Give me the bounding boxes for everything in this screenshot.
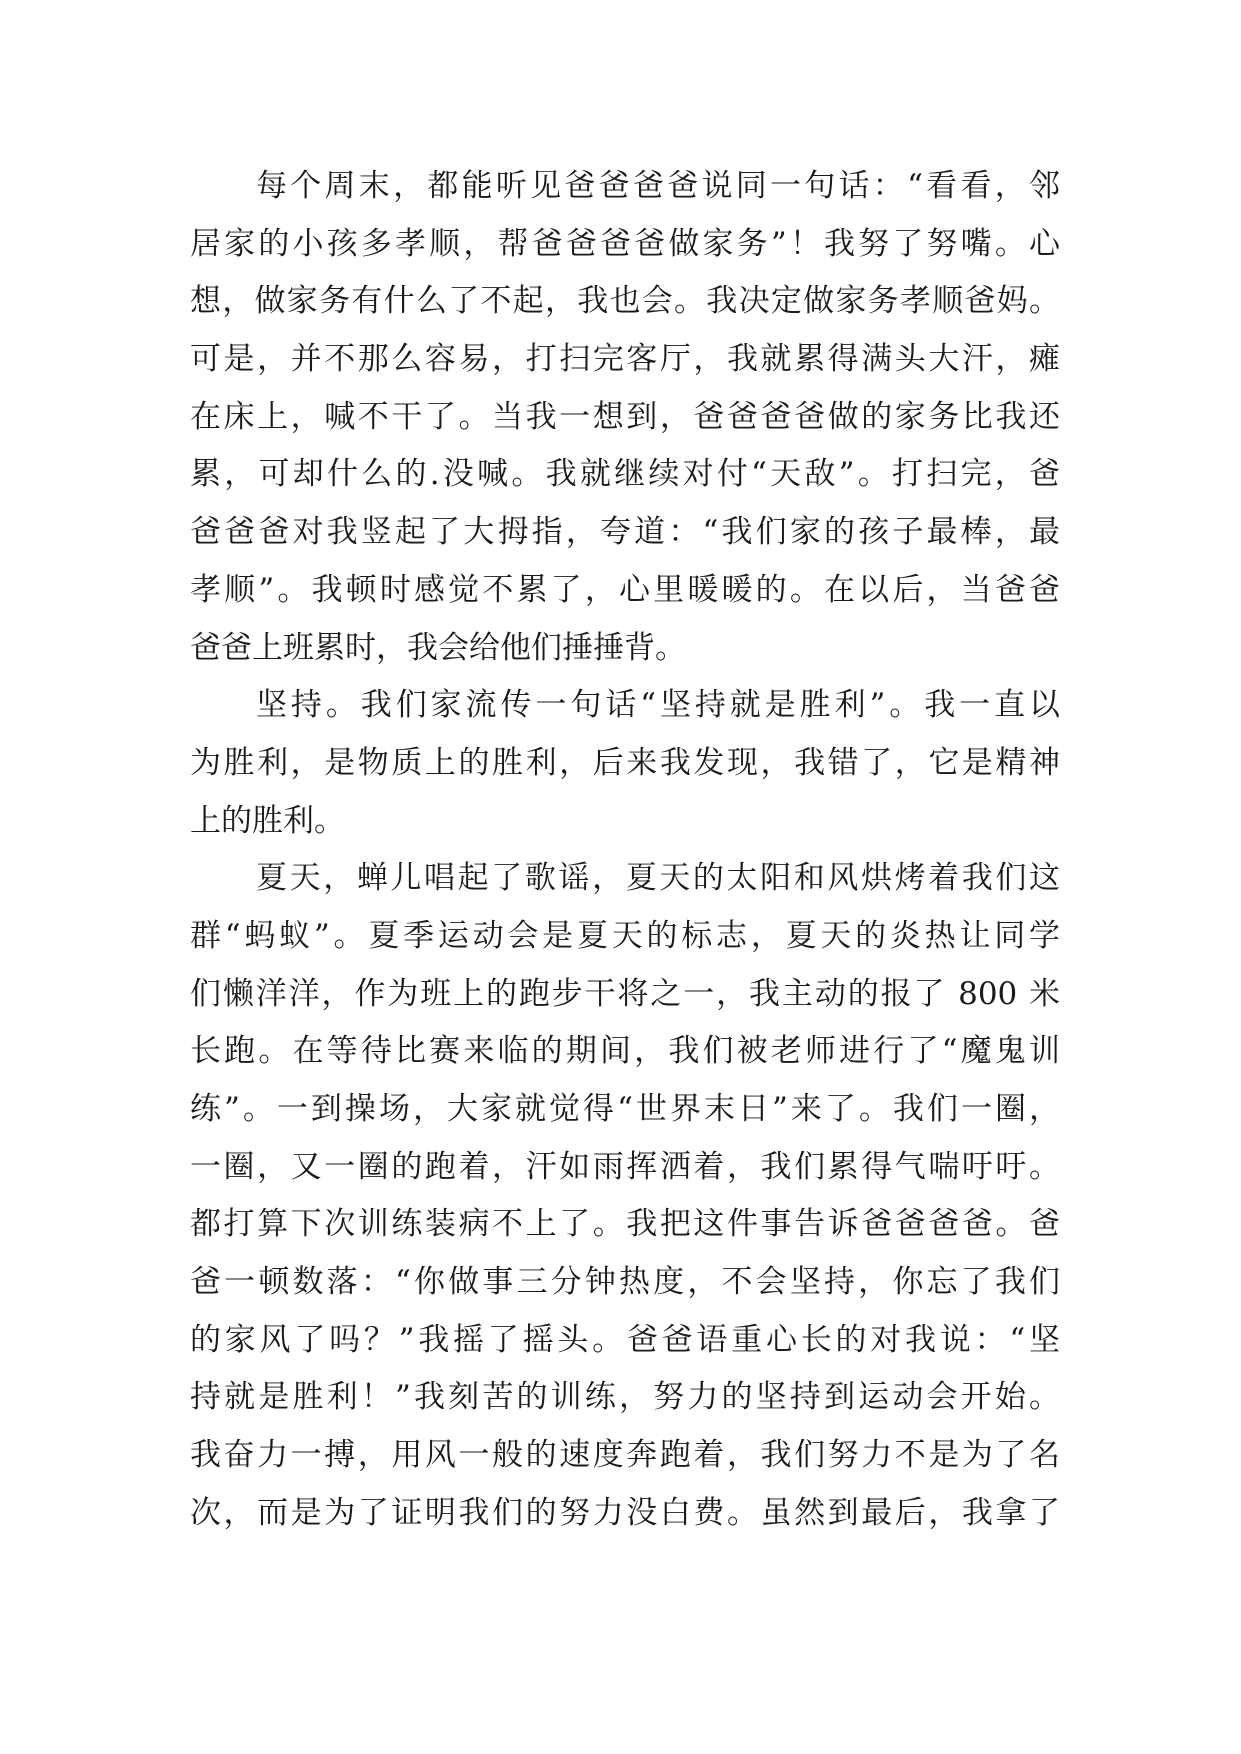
text-line: 爸爸上班累时，我会给他们捶捶背。	[190, 629, 686, 666]
text-line: 长跑。在等待比赛来临的期间，我们被老师进行了“魔鬼训	[190, 1033, 1060, 1070]
text-line: 孝顺”。我顿时感觉不累了，心里暖暖的。在以后，当爸爸	[190, 571, 1060, 608]
text-line: 我奋力一搏，用风一般的速度奔跑着，我们努力不是为了名	[190, 1437, 1060, 1474]
text-line: 次，而是为了证明我们的努力没白费。虽然到最后，我拿了	[190, 1494, 1060, 1531]
text-line: 夏天，蝉儿唱起了歌谣，夏天的太阳和风烘烤着我们这	[256, 860, 1060, 897]
text-line: 在床上，喊不干了。当我一想到，爸爸爸爸做的家务比我还	[190, 398, 1060, 435]
text-line: 为胜利，是物质上的胜利，后来我发现，我错了，它是精神	[190, 744, 1060, 781]
text-line: 持就是胜利！”我刻苦的训练，努力的坚持到运动会开始。	[190, 1379, 1060, 1416]
paragraph-2	[190, 677, 1060, 850]
text-line: 每个周末，都能听见爸爸爸爸说同一句话：“看看，邻	[256, 168, 1060, 204]
text-line: 想，做家务有什么了不起，我也会。我决定做家务孝顺爸妈。	[190, 283, 1060, 320]
text-line: 上的胜利。	[190, 802, 345, 839]
text-line: 都打算下次训练装病不上了。我把这件事告诉爸爸爸爸。爸	[190, 1206, 1060, 1243]
text-line: 们懒洋洋，作为班上的跑步干将之一，我主动的报了 800 米	[190, 975, 1060, 1012]
text-line: 群“蚂蚁”。夏季运动会是夏天的标志，夏天的炎热让同学	[190, 917, 1060, 954]
text-line: 的家风了吗？”我摇了摇头。爸爸语重心长的对我说：“坚	[190, 1321, 1060, 1358]
text-line: 坚持。我们家流传一句话“坚持就是胜利”。我一直以	[256, 687, 1060, 724]
text-line: 累，可却什么的.没喊。我就继续对付“天敌”。打扫完，爸	[190, 456, 1060, 493]
text-line: 爸爸爸对我竖起了大拇指，夸道：“我们家的孩子最棒，最	[190, 514, 1060, 551]
text-line: 居家的小孩多孝顺，帮爸爸爸爸做家务”！我努了努嘴。心	[190, 225, 1060, 262]
paragraph-1	[190, 158, 1060, 677]
text-line: 一圈，又一圈的跑着，汗如雨挥洒着，我们累得气喘吁吁。	[190, 1148, 1060, 1185]
text-line: 爸一顿数落：“你做事三分钟热度，不会坚持，你忘了我们	[190, 1264, 1060, 1301]
text-line: 可是，并不那么容易，打扫完客厅，我就累得满头大汗，瘫	[190, 341, 1060, 378]
text-line: 练”。一到操场，大家就觉得“世界末日”来了。我们一圈，	[190, 1091, 1060, 1127]
body-text	[190, 158, 1060, 1543]
paragraph-3	[190, 850, 1060, 1542]
